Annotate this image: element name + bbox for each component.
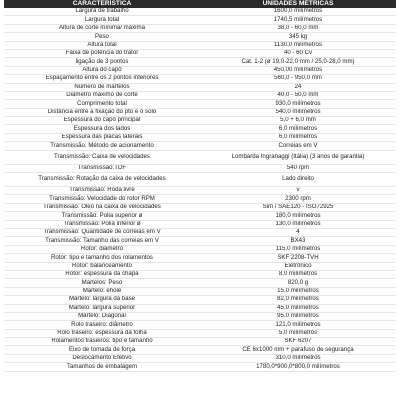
- characteristic-cell: Transmissão: Método de acionamento: [50, 141, 154, 149]
- value-cell: 8,0 milímetros: [278, 270, 318, 278]
- value-cell: SKF 6207: [284, 337, 312, 345]
- characteristic-cell: Rolo traseiro: diâmetro: [71, 320, 133, 328]
- table-row: [4, 24, 396, 32]
- characteristic-cell: Largura total: [84, 15, 120, 23]
- table-row: [4, 83, 396, 91]
- value-cell: CE 6x1000 mm + parafuso de segurança: [242, 345, 354, 353]
- characteristic-cell: Transmissão: Polia inferior ø: [63, 220, 141, 227]
- characteristic-cell: Rolamentos traseiros: tipo e tamanho: [51, 337, 153, 345]
- value-cell: 1740,5 milímetros: [273, 15, 323, 23]
- value-cell: 450,00 milímetros: [273, 66, 323, 74]
- characteristic-cell: Rotor: espessura da chapa: [65, 270, 139, 278]
- characteristic-cell: Eixo de tomada de força: [68, 345, 136, 353]
- characteristic-cell: Rotor: diâmetro: [81, 245, 123, 253]
- value-cell: 24: [294, 83, 302, 90]
- table-row: [4, 312, 396, 320]
- value-cell: v: [296, 186, 300, 194]
- characteristic-cell: Transmissão: Óleo na caixa de velocidades: [43, 203, 161, 211]
- value-cell: Cat. 1-2 (ø 19,0-22,0 mm / 25,0-28,0 mm): [241, 57, 355, 65]
- characteristic-cell: Transmissão: Velocidade do rotor RPM: [49, 194, 155, 202]
- table-row: [4, 296, 396, 304]
- value-cell: SKF 2208-TVH: [277, 253, 319, 261]
- table-row: [4, 270, 396, 278]
- table-row: [4, 142, 396, 150]
- value-cell: 121,0 milímetros: [275, 320, 321, 328]
- table-row: [4, 41, 396, 49]
- value-cell: 180,0 milímetros: [275, 211, 321, 219]
- table-row: [4, 237, 396, 245]
- table-row: [4, 33, 396, 41]
- table-row: [4, 220, 396, 228]
- characteristic-cell: Altura de corte mínima/ máxima: [58, 24, 146, 32]
- value-cell: 6,0 milímetros: [278, 124, 318, 132]
- table-row: [4, 150, 396, 164]
- characteristic-cell: Distância entre a fixação do pto e o solo: [47, 108, 157, 116]
- table-row: [4, 66, 396, 74]
- characteristic-cell: ligação de 3 pontos: [75, 57, 129, 65]
- characteristic-cell: Martelos: Peso: [81, 278, 123, 286]
- table-row: [4, 287, 396, 295]
- characteristic-cell: Rotor: tipo e tamanho dos rolamentos: [51, 253, 153, 261]
- characteristic-cell: Espessura do capô principal: [63, 116, 141, 124]
- characteristic-cell: Transmissão: Caixa de velocidades: [54, 152, 150, 160]
- table-row: [4, 254, 396, 262]
- characteristic-cell: Diâmetro máximo de corte: [66, 91, 138, 99]
- value-cell: 38,0 - 60,0 mm: [277, 24, 319, 32]
- table-row: [4, 125, 396, 133]
- value-cell: 820,0 g: [287, 278, 309, 286]
- value-cell: 115,0 milímetros: [275, 245, 321, 253]
- table-row: [4, 133, 396, 141]
- table-row: [4, 363, 396, 371]
- characteristic-cell: Espessura dos lados: [73, 124, 131, 132]
- value-cell: Sim / SAE120 - ISO72925: [262, 203, 334, 211]
- header-metric-units: UNIDADES MÉTRICAS: [200, 0, 396, 8]
- characteristic-cell: Comprimento total: [77, 99, 127, 107]
- table-row: [4, 173, 396, 187]
- table-row: [4, 338, 396, 346]
- table-row: [4, 228, 396, 236]
- table-row: [4, 117, 396, 125]
- characteristic-cell: Martelo: ehole: [82, 287, 122, 295]
- value-cell: 560,0 - 950,0 mm: [274, 74, 322, 82]
- characteristic-cell: Rotor: balanceamento: [72, 262, 132, 269]
- value-cell: 1600,0 milímetros: [273, 8, 323, 15]
- table-header: [4, 0, 396, 8]
- characteristic-cell: Martelo: Diagonal: [78, 312, 126, 320]
- value-cell: 15,0 milímetros: [277, 287, 319, 295]
- value-cell: 6,0 milímetros: [278, 133, 318, 141]
- table-row: [4, 108, 396, 116]
- value-cell: 1130,0 milímetros: [274, 41, 322, 48]
- value-cell: 310,0 milímetros: [275, 354, 321, 362]
- value-cell: Correias em V: [278, 141, 318, 149]
- value-cell: BX43: [290, 236, 306, 244]
- spec-table: [4, 0, 396, 372]
- table-row: [4, 8, 396, 16]
- table-row: [4, 321, 396, 329]
- table-row: [4, 203, 396, 211]
- characteristic-cell: Transmissão: Roda livre: [69, 186, 135, 194]
- characteristic-cell: Deslocamento Efetivo: [72, 354, 132, 362]
- characteristic-cell: Transmissão: Polia superior ø: [61, 211, 143, 219]
- characteristic-cell: Martelo: largura da base: [68, 295, 136, 303]
- value-cell: 5,0 + 6,0 mm: [280, 116, 316, 124]
- value-cell: 540,0 milímetros: [275, 108, 321, 116]
- value-cell: 540 rpm: [286, 164, 310, 171]
- value-cell: 45,0 milímetros: [277, 304, 319, 311]
- table-row: [4, 354, 396, 362]
- table-row: [4, 49, 396, 57]
- table-row: [4, 346, 396, 354]
- characteristic-cell: Transmissão: Tamanho das correias em V: [45, 236, 159, 244]
- value-cell: 40 - 60 Cv: [283, 49, 313, 57]
- table-row: [4, 75, 396, 83]
- table-row: [4, 279, 396, 287]
- table-row: [4, 195, 396, 203]
- characteristic-cell: Tamanhos de embalagem: [66, 362, 138, 370]
- table-row: [4, 164, 396, 172]
- table-row: [4, 58, 396, 66]
- characteristic-cell: Faixa de potência do trator: [65, 49, 139, 57]
- value-cell: 345 kg: [288, 32, 308, 40]
- characteristic-cell: Altura do capô: [82, 66, 122, 74]
- characteristic-cell: Número de martelos: [74, 83, 130, 90]
- value-cell: 930,0 milímetros: [275, 99, 321, 107]
- value-cell: 5,0 milímetros: [278, 329, 318, 337]
- table-row: [4, 304, 396, 312]
- characteristic-cell: Espaçamento entre os 2 pontos inferiores: [45, 74, 159, 82]
- value-cell: Lado direito: [282, 175, 314, 183]
- table-row: [4, 91, 396, 99]
- value-cell: 82,0 milímetros: [277, 295, 319, 303]
- value-cell: 1780,0*900,0*800,0 milímetros: [256, 362, 340, 370]
- header-characteristic: CARACTERÍSTICA: [4, 0, 200, 8]
- table-row: [4, 16, 396, 24]
- characteristic-cell: Transmissão: Rotação da caixa de velocidades: [38, 175, 166, 183]
- characteristic-cell: Altura total: [87, 41, 117, 48]
- table-row: [4, 212, 396, 220]
- characteristic-cell: Transmissão: Quantidade de correias em V: [43, 228, 161, 236]
- header-row: [4, 0, 396, 8]
- table-row: [4, 245, 396, 253]
- value-cell: 40,0 - 50,0 mm: [277, 91, 319, 99]
- table-body: [4, 8, 396, 371]
- characteristic-cell: Transmissão:TDF: [77, 164, 127, 171]
- characteristic-cell: Espessura das placas laterais: [61, 133, 143, 141]
- value-cell: Eletrônico: [284, 262, 312, 269]
- value-cell: 95,0 milímetros: [277, 312, 319, 320]
- characteristic-cell: Rolo traseiro: espessura da folha: [57, 329, 147, 337]
- table-row: [4, 100, 396, 108]
- table-row: [4, 329, 396, 337]
- value-cell: 4: [296, 228, 300, 236]
- value-cell: Lombarda Ingranaggi (Itália) (3 anos de garantia): [231, 152, 365, 160]
- value-cell: 130,0 milímetros: [275, 220, 321, 227]
- characteristic-cell: Largura de trabalho: [75, 8, 129, 15]
- value-cell: 2300 rpm: [285, 194, 311, 202]
- characteristic-cell: Peso: [95, 32, 109, 40]
- table-row: [4, 187, 396, 195]
- characteristic-cell: Martelo: largura superior: [68, 304, 136, 311]
- table-row: [4, 262, 396, 270]
